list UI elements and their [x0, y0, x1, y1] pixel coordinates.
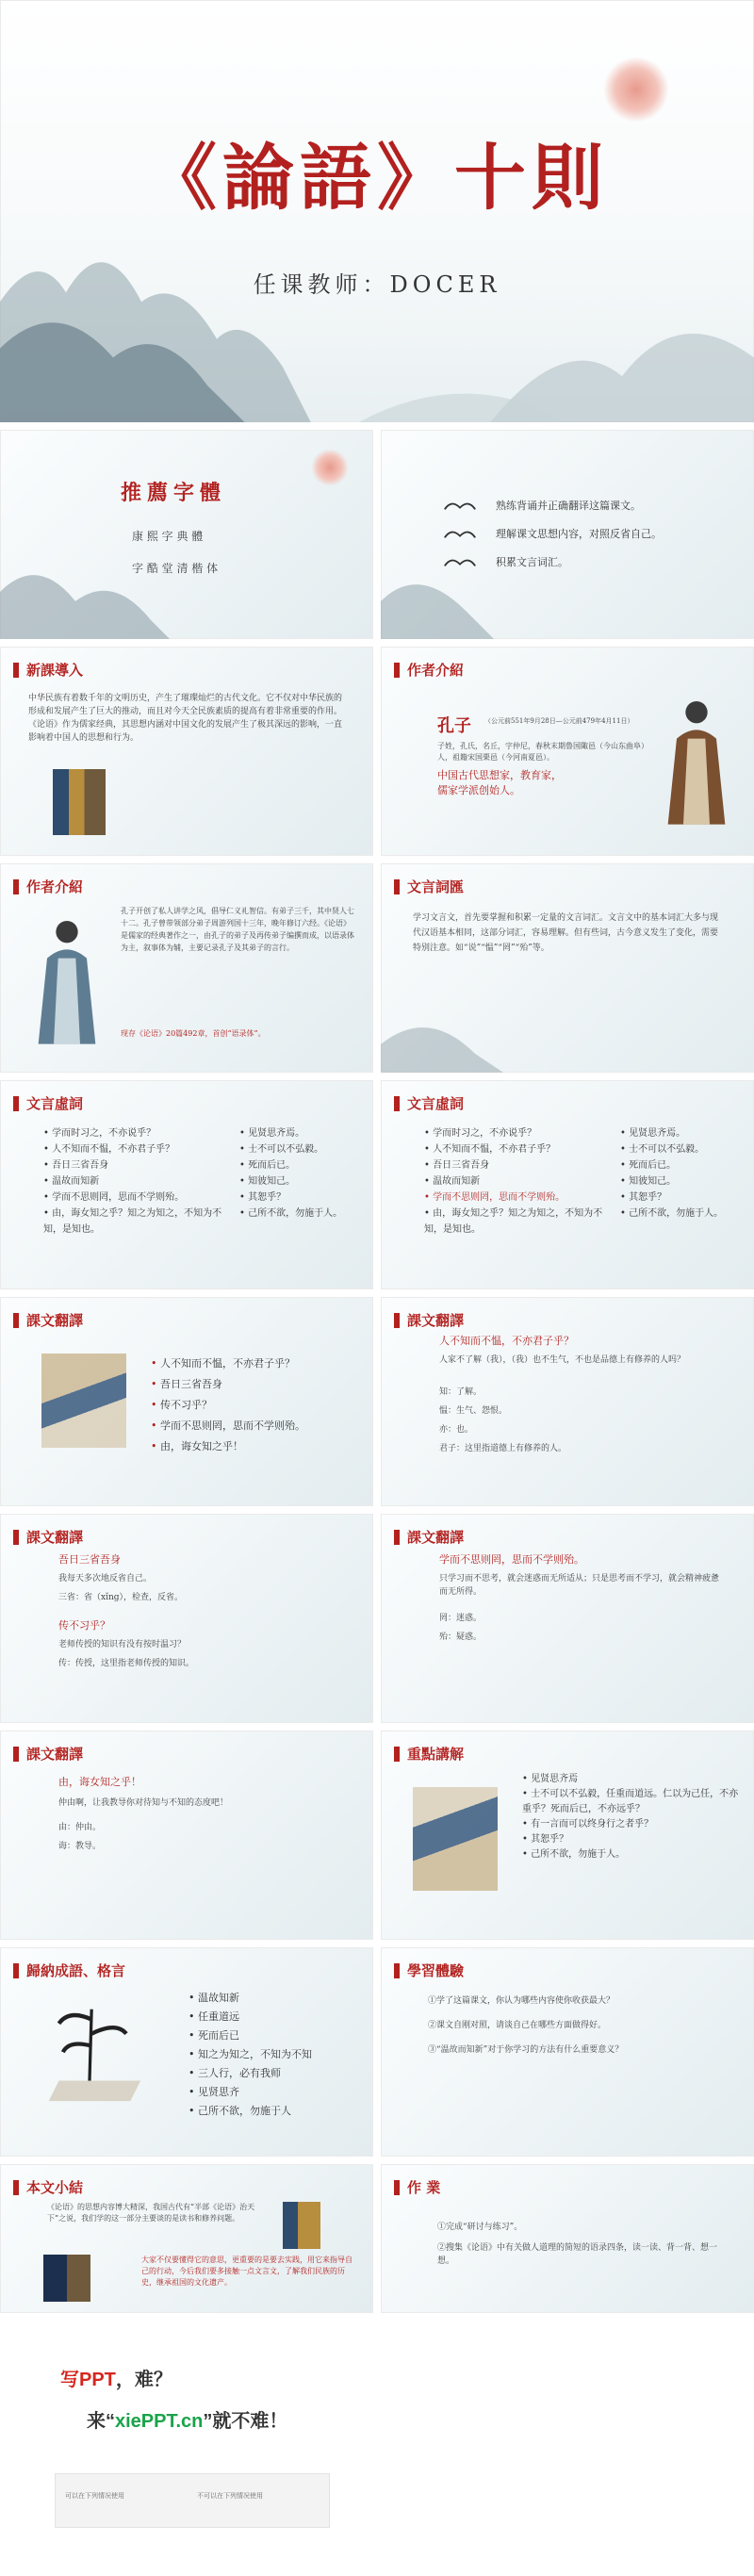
- author-bio: 孔子开创了私人讲学之风，倡导仁义礼智信。有弟子三千，其中贤人七十二。孔子曾带领部分弟子周游列国十三年，晚年修订六经。《论语》是儒家的经典著作之一，由孔子的弟子及再传弟子编撰而成，以语录体为主，叙事体为辅，主要记录孔子及其弟子的言行。: [121, 907, 354, 952]
- slide-header: [394, 660, 464, 680]
- slide-heading: 文言虛詞: [26, 1095, 84, 1112]
- list-item: • 士不可以不弘毅。: [239, 1141, 362, 1157]
- translation: 仲由啊，让我教导你对待知与不知的态度吧！: [58, 1798, 229, 1808]
- note-2: 愠：生气、怨恨。: [439, 1406, 508, 1416]
- translation-slide-2[interactable]: [381, 1297, 754, 1506]
- vocab-slide[interactable]: [381, 863, 754, 1073]
- particles-right-list: [620, 1125, 743, 1222]
- summary-highlight: 大家不仅要懂得它的意思，更重要的是要去实践，用它来指导自己的行动，今后我们要多接触一点文言文，了解我们民族的历史，继承祖国的文化遗产。: [141, 2256, 352, 2287]
- list-item: • 有一言而可以终身行之者乎？: [522, 1817, 739, 1832]
- book-image: [283, 2202, 320, 2249]
- list-item: • 吾日三省吾身: [43, 1157, 232, 1173]
- summary-text: 《论语》的思想内容博大精深，我国古代有“半部《论语》治天下”之说，我们学的这一部分主要谈的是读书和修养问题。: [47, 2203, 255, 2223]
- red-sun: [603, 57, 669, 123]
- list-item: • 其恕乎？: [522, 1832, 739, 1847]
- list-item: • 学而不思则罔，思而不学则殆。: [43, 1190, 232, 1206]
- book-icon: [441, 496, 479, 513]
- scattered-books-image: [41, 1354, 126, 1448]
- book-icon: [441, 524, 479, 541]
- translation-slide-1[interactable]: [0, 1297, 373, 1506]
- particles-right-list: [239, 1125, 362, 1222]
- note-1: 知：了解。: [439, 1387, 483, 1397]
- list-item: • 己所不欲，勿施于人。: [239, 1206, 362, 1222]
- list-item: • 学而不思则罔，思而不学则殆。: [424, 1190, 613, 1206]
- particles-slide-1[interactable]: [0, 1080, 373, 1289]
- slide-header: [13, 877, 83, 896]
- list-item: • 学而时习之，不亦说乎？: [43, 1125, 232, 1141]
- red-sun: [311, 449, 349, 486]
- list-item: • 学而不思则罔，思而不学则殆。: [151, 1416, 358, 1436]
- ink-wash: [0, 545, 373, 639]
- note-1: 罔：迷惑。: [439, 1614, 483, 1623]
- list-item: • 任重道远: [188, 2008, 358, 2026]
- quote: 由，诲女知之乎！: [58, 1776, 141, 1788]
- confucius-figure: [34, 905, 100, 1056]
- list-item: • 吾日三省吾身: [151, 1374, 358, 1395]
- quote: 人不知而不愠，不亦君子乎？: [439, 1335, 574, 1347]
- translation-slide-5[interactable]: [0, 1731, 373, 1940]
- author-desc: 子姓，孔氏，名丘，字仲尼，春秋末期鲁国陬邑（今山东曲阜）人，祖籍宋国栗邑（今河南夏邑）。: [437, 742, 645, 762]
- summary-slide[interactable]: [0, 2164, 373, 2313]
- slide-heading: 課文翻譯: [26, 1529, 84, 1546]
- ink-wash: [381, 545, 754, 639]
- slide-header: [394, 1310, 464, 1330]
- title-slide[interactable]: [0, 0, 754, 422]
- homework-slide[interactable]: [381, 2164, 754, 2313]
- slide-header: [13, 1527, 83, 1547]
- idioms-list: [188, 1989, 358, 2121]
- slide-header: [13, 1744, 83, 1764]
- list-item: • 己所不欲，勿施于人: [188, 2102, 358, 2121]
- list-item: • 己所不欲，勿施于人。: [620, 1206, 743, 1222]
- list-item: • 温故知新: [188, 1989, 358, 2008]
- author-dates: （公元前551年9月28日—公元前479年4月11日）: [484, 717, 634, 725]
- slide-heading: 學習體驗: [407, 1962, 465, 1979]
- translation-list: [151, 1354, 358, 1457]
- slide-header: [394, 1961, 464, 1980]
- slide-heading: 課文翻譯: [26, 1312, 84, 1329]
- ink-mountains: [0, 190, 754, 422]
- list-item: • 人不知而不愠，不亦君子乎？: [424, 1141, 613, 1157]
- slide-heading: 作者介紹: [26, 878, 84, 895]
- author-slide-2[interactable]: [0, 863, 373, 1073]
- slide-header: [13, 1310, 83, 1330]
- slide-header: [13, 1961, 125, 1980]
- note-3: 亦：也。: [439, 1425, 474, 1435]
- list-item: • 见贤思齐: [188, 2083, 358, 2102]
- goals-slide[interactable]: [381, 430, 754, 639]
- usage-note: [55, 2473, 330, 2528]
- key-points-list: [522, 1772, 739, 1862]
- note-1: 由：仲由。: [58, 1823, 102, 1832]
- slide-heading: 課文翻譯: [407, 1529, 465, 1546]
- slide-heading: 課文翻譯: [26, 1746, 84, 1763]
- particles-left-list: [43, 1125, 232, 1238]
- key-points-slide[interactable]: [381, 1731, 754, 1940]
- scattered-books-image: [413, 1787, 498, 1891]
- ink-wash: [381, 978, 754, 1073]
- list-item: • 知彼知己。: [620, 1173, 743, 1190]
- list-item: • 死而后已: [188, 2026, 358, 2045]
- vocab-text: 学习文言文，首先要掌握和积累一定量的文言词汇。文言文中的基本词汇大多与现代汉语基本相同，这部分词汇，容易理解。但有些词，古今意义发生了变化，需要特别注意。如“说”“愠”“罔”“殆”等。: [413, 913, 719, 953]
- slide-heading: 重點講解: [407, 1746, 465, 1763]
- list-item: • 学而时习之，不亦说乎？: [424, 1125, 613, 1141]
- list-item: • 士不可以不弘毅。: [620, 1141, 743, 1157]
- note-2: 诲：教导。: [58, 1842, 102, 1851]
- slide-header: [13, 660, 83, 680]
- slide-header: [394, 1527, 464, 1547]
- goal-3: 积累文言词汇。: [496, 556, 568, 568]
- list-item: • 见贤思齐焉: [522, 1772, 739, 1787]
- book-stack-image: [53, 769, 106, 835]
- promo-line-2: 来“xiePPT.cn”就不难！: [87, 2411, 288, 2432]
- experience-slide[interactable]: [381, 1947, 754, 2157]
- list-item: • 其恕乎？: [620, 1190, 743, 1206]
- list-item: • 由，诲女知之乎！: [151, 1436, 358, 1457]
- particles-slide-2[interactable]: [381, 1080, 754, 1289]
- author-slide-1[interactable]: [381, 647, 754, 856]
- font-name-2: 字 酷 堂 清 楷 体: [132, 562, 219, 575]
- list-item: • 由，诲女知之乎？知之为知之，不知为不知，是知也。: [424, 1206, 613, 1238]
- note-4: 君子：这里指道德上有修养的人。: [439, 1444, 567, 1453]
- translation: 人家不了解（我），（我）也不生气，不也是品德上有修养的人吗？: [439, 1355, 686, 1365]
- slide-heading: 作 業: [407, 2179, 441, 2196]
- idioms-slide[interactable]: [0, 1947, 373, 2157]
- teacher-name: 任课教师：DOCER: [253, 271, 501, 298]
- translation: 只学习而不思考，就会迷惑而无所适从；只是思考而不学习，就会精神疲惫而无所得。: [439, 1574, 720, 1597]
- list-item: • 人不知而不愠，不亦君子乎？: [43, 1141, 232, 1157]
- bamboo-book-illustration: [28, 1989, 151, 2111]
- author-role-1: 中国古代思想家，教育家，: [437, 769, 562, 781]
- slide-header: [13, 2177, 83, 2197]
- usage-allowed: 可以在下列情况使用: [65, 2493, 124, 2500]
- list-item: • 吾日三省吾身: [424, 1157, 613, 1173]
- translation-slide-3[interactable]: [0, 1514, 373, 1723]
- font-slide[interactable]: [0, 430, 373, 639]
- homework-1: ①完成“研讨与练习”。: [437, 2223, 523, 2232]
- slide-header: [394, 1744, 464, 1764]
- promo-line-1: 写PPT，难？: [60, 2370, 172, 2390]
- list-item: • 见贤思齐焉。: [620, 1125, 743, 1141]
- intro-slide[interactable]: [0, 647, 373, 856]
- list-item: • 见贤思齐焉。: [239, 1125, 362, 1141]
- slide-heading: 作者介紹: [407, 662, 465, 679]
- slide-header: [394, 877, 464, 896]
- author-role-2: 儒家学派创始人。: [437, 784, 520, 796]
- list-item: • 己所不欲，勿施于人。: [522, 1847, 739, 1862]
- list-item: • 三人行，必有我师: [188, 2064, 358, 2083]
- note-1: 三省：省（xǐng），检查，反省。: [58, 1593, 184, 1602]
- list-item: • 其恕乎？: [239, 1190, 362, 1206]
- experience-3: ③“温故而知新”对于你学习的方法有什么重要意义？: [428, 2045, 624, 2055]
- list-item: • 知彼知己。: [239, 1173, 362, 1190]
- slide-heading: 文言虛詞: [407, 1095, 465, 1112]
- author-name: 孔子: [437, 716, 471, 736]
- book-image: [43, 2255, 90, 2302]
- usage-forbidden: 不可以在下列情况使用: [197, 2493, 263, 2500]
- slide-heading: 新課導入: [26, 662, 84, 679]
- note-2: 殆：疑惑。: [439, 1633, 483, 1642]
- list-item: • 人不知而不愠，不亦君子乎？: [151, 1354, 358, 1374]
- font-heading: 推薦字體: [121, 481, 227, 505]
- slide-header: [394, 1093, 464, 1113]
- list-item: • 温故而知新: [424, 1173, 613, 1190]
- slide-heading: 本文小結: [26, 2179, 84, 2196]
- experience-2: ②课文自刚对照，请谈自己在哪些方面做得好。: [428, 2021, 607, 2030]
- list-item: • 死而后已。: [620, 1157, 743, 1173]
- slide-heading: 文言詞匯: [407, 878, 465, 895]
- particles-left-list: [424, 1125, 613, 1238]
- list-item: • 死而后已。: [239, 1157, 362, 1173]
- experience-1: ①学了这篇课文，你认为哪些内容使你收获最大？: [428, 1996, 615, 2006]
- goal-1: 熟练背诵并正确翻译这篇课文。: [496, 500, 641, 512]
- list-item: • 传不习乎？: [151, 1395, 358, 1416]
- slide-heading: 課文翻譯: [407, 1312, 465, 1329]
- list-item: • 士不可以不弘毅，任重而道远。仁以为己任，不亦重乎？死而后已，不亦远乎？: [522, 1787, 739, 1817]
- slide-header: [13, 1093, 83, 1113]
- slide-header: [394, 2177, 440, 2197]
- main-title: 《論語》十則: [145, 136, 609, 220]
- intro-text: 中华民族有着数千年的文明历史，产生了璀璨灿烂的古代文化。它不仅对中华民族的形成和发展产生了巨大的推动，而且对今天全民族素质的提高有着非常重要的作用。《论语》作为儒家经典，其思想内涵对中国文化的发展产生了极其深远的影响，一直影响着中国人的思想和行为。: [28, 694, 343, 743]
- quote: 学而不思则罔，思而不学则殆。: [439, 1553, 584, 1566]
- author-highlight: 现存《论语》20篇492章，首创“语录体”。: [121, 1029, 266, 1038]
- list-item: • 知之为知之，不知为不知: [188, 2045, 358, 2064]
- translation-2: 老师传授的知识有没有按时温习？: [58, 1640, 187, 1649]
- goal-2: 理解课文思想内容，对照反省自己。: [496, 528, 662, 540]
- promo-banner[interactable]: [0, 2321, 754, 2576]
- list-item: • 温故而知新: [43, 1173, 232, 1190]
- translation-slide-4[interactable]: [381, 1514, 754, 1723]
- homework-2: ②搜集《论语》中有关做人道理的简短的语录四条，读一读、背一背、想一想。: [437, 2243, 718, 2266]
- confucius-figure: [664, 681, 729, 841]
- quote-1: 吾日三省吾身: [58, 1553, 121, 1566]
- slide-heading: 歸納成語、格言: [26, 1962, 126, 1979]
- quote-2: 传不习乎？: [58, 1619, 110, 1632]
- font-name-1: 康 熙 字 典 體: [132, 530, 204, 543]
- note-2: 传：传授，这里指老师传授的知识。: [58, 1659, 195, 1668]
- list-item: • 由，诲女知之乎？知之为知之，不知为不知，是知也。: [43, 1206, 232, 1238]
- translation-1: 我每天多次地反省自己。: [58, 1574, 153, 1583]
